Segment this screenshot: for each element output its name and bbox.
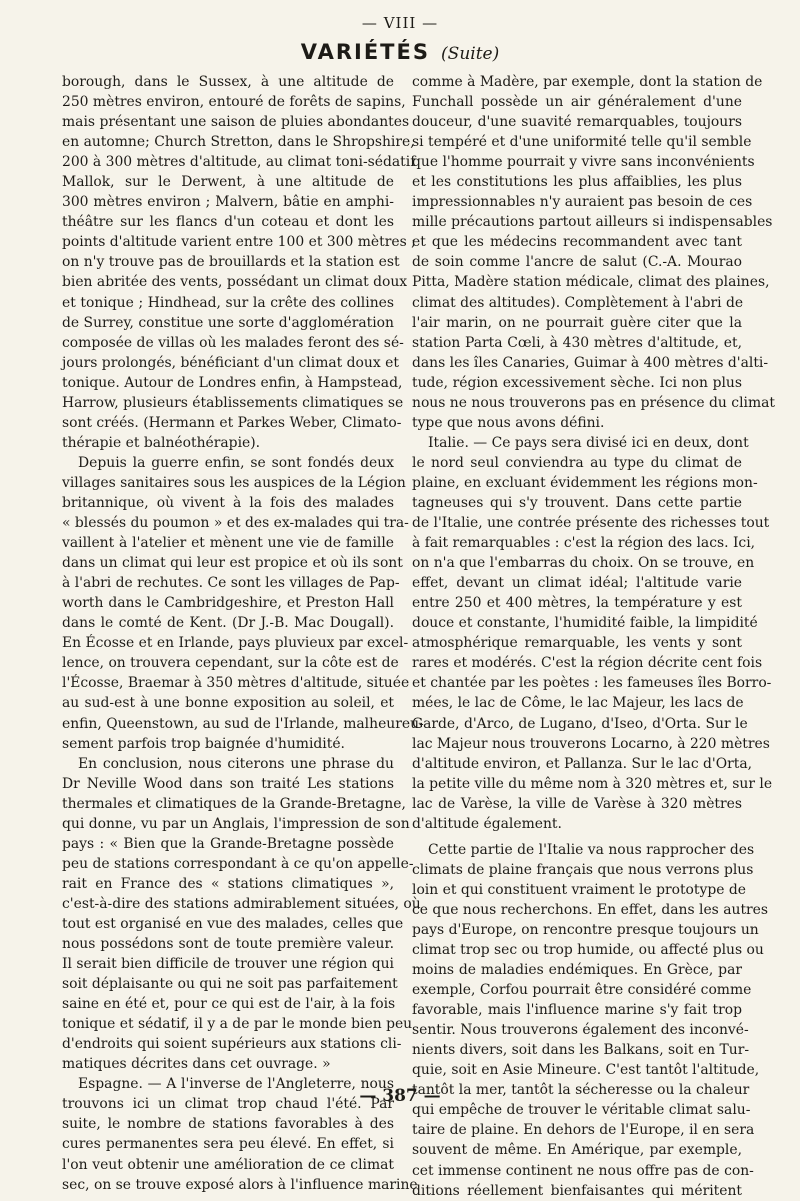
text-line: la petite ville du même nom à 320 mètres et, sur le (412, 775, 773, 792)
text-line: au sud-est à une bonne exposition au soleil, et (62, 695, 394, 712)
text-line: 300 mètres environ ; Malvern, bâtie en amphi- (62, 194, 394, 211)
title-suffix: (Suite) (441, 44, 500, 64)
text-line: Il serait bien difficile de trouver une région qui (62, 956, 394, 973)
text-line: dans un climat qui leur est propice et où ils sont (62, 555, 403, 572)
text-line: quie, soit en Asie Mineure. C'est tantôt l'altitude, (412, 1062, 760, 1079)
text-line: matiques décrites dans cet ouvrage. » (62, 1056, 331, 1073)
text-line: borough, dans le Sussex, à une altitude de (62, 74, 394, 90)
text-line: à fait remarquables : c'est la région des lacs. Ici, (412, 535, 756, 552)
text-line: ditions réellement bienfaisantes qui méritent (412, 1182, 742, 1199)
text-line: favorable, mais l'influence marine s'y fait trop (412, 1002, 742, 1019)
text-line: de soin comme l'ancre de salut (C.-A. Mourao (412, 254, 742, 271)
text-line: atmosphérique remarquable, les vents y sont (412, 635, 742, 652)
text-line: trouvons ici un climat trop chaud l'été. Par (62, 1096, 394, 1113)
text-line: plaine, en excluant évidemment les régions mon- (412, 474, 758, 491)
text-line: douce et constante, l'humidité faible, la limpidité (412, 615, 758, 632)
text-line: cet immense continent ne nous offre pas de con- (412, 1162, 754, 1179)
text-line: nients divers, soit dans les Balkans, soit en Tur- (412, 1042, 750, 1059)
paragraph-europe (412, 840, 769, 1201)
paragraph-england (62, 72, 416, 453)
text-line: d'altitude environ, et Pallanza. Sur le lac d'Orta, (412, 755, 753, 772)
text-line: l'Écosse, Braemar à 350 mètres d'altitude, située (62, 675, 410, 692)
text-line: loin et qui constituent vraiment le prototype de (412, 881, 746, 898)
text-line: En conclusion, nous citerons une phrase du (78, 755, 394, 772)
text-line: et chantée par les poètes : les fameuses îles Borro- (412, 675, 772, 692)
text-line: qui donne, vu par un Anglais, l'impression de son (62, 815, 410, 832)
text-line: « blessés du poumon » et des ex-malades qui tra- (62, 515, 409, 532)
text-line: suite, le nombre de stations favorables à des (62, 1116, 394, 1133)
text-line: douceur, d'une suavité remarquables, toujours (412, 114, 742, 131)
title-text: VARIÉTÉS (300, 40, 430, 64)
text-line: Mallok, sur le Derwent, à une altitude de (62, 174, 394, 191)
text-line: tagneuses qui s'y trouvent. Dans cette partie (412, 494, 742, 511)
text-line: points d'altitude varient entre 100 et 300 mètres ; (62, 234, 416, 251)
text-line: 200 à 300 mètres d'altitude, au climat toni-sédatif (62, 154, 416, 171)
text-line: Italie. — Ce pays sera divisé ici en deux, dont (428, 434, 749, 451)
text-line: que l'homme pourrait y vivre sans inconvénients (412, 154, 755, 171)
text-line: sement parfois trop baignée d'humidité. (62, 735, 345, 752)
text-line: Cette partie de l'Italie va nous rapprocher des (428, 841, 755, 858)
text-line: britannique, où vivent à la fois des malades (62, 494, 394, 511)
text-line: en automne; Church Stretton, dans le Shropshire, (62, 134, 415, 151)
text-line: vaillent à l'atelier et mènent une vie de famille (62, 535, 394, 552)
text-line: climat des altitudes). Complètement à l'abri de (412, 294, 744, 311)
text-line: tonique et sédatif, il y a de par le monde bien peu (62, 1016, 413, 1033)
text-line: nous possédons sont de toute première valeur. (62, 936, 394, 953)
text-line: si tempéré et d'une uniformité telle qu'il semble (412, 134, 752, 151)
text-line: c'est-à-dire des stations admirablement situées, où (62, 895, 421, 912)
text-line: lac Majeur nous trouverons Locarno, à 220 mètres (412, 735, 770, 752)
text-line: thermales et climatiques de la Grande-Bretagne, (62, 795, 406, 812)
text-line: Funchall possède un air généralement d'une (412, 94, 742, 111)
text-line: station Parta Cœli, à 430 mètres d'altitude, et, (412, 334, 742, 351)
text-line: sec, on se trouve exposé alors à l'influence marine (62, 1176, 418, 1193)
text-line: dans le comté de Kent. (Dr J.-B. Mac Dougall). (62, 615, 394, 632)
text-line: rait en France des « stations climatiques », (62, 875, 394, 892)
text-line: cures permanentes sera peu élevé. En effet, si (62, 1136, 394, 1153)
text-line: on n'y trouve pas de brouillards et la station est (62, 254, 400, 271)
text-line: mées, le lac de Côme, le lac Majeur, les lacs de (412, 695, 744, 712)
text-line: à l'abri de rechutes. Ce sont les villages de Pap- (62, 575, 400, 592)
text-line: exemple, Corfou pourrait être considéré comme (412, 982, 752, 999)
text-line: En Écosse et en Irlande, pays pluvieux par excel- (62, 635, 409, 652)
page-number: — 387 — (359, 1086, 441, 1106)
text-line: mais présentant une saison de pluies abondantes (62, 114, 410, 131)
text-line: nous ne nous trouverons pas en présence du climat (412, 394, 775, 411)
text-line: d'endroits qui soient supérieurs aux stations cli- (62, 1036, 402, 1053)
text-line: l'air marin, on ne pourrait guère citer que la (412, 314, 742, 331)
text-line: Dr Neville Wood dans son traité Les stations (62, 775, 394, 792)
text-line: l'on veut obtenir une amélioration de ce climat (62, 1156, 394, 1173)
text-line: Depuis la guerre enfin, se sont fondés deux (78, 454, 394, 471)
text-line: pays d'Europe, on rencontre presque toujours un (412, 921, 759, 938)
text-line: théâtre sur les flancs d'un coteau et dont les (62, 214, 394, 231)
text-line: lence, on trouvera cependant, sur la côte est de (62, 655, 399, 672)
text-line: dans les îles Canaries, Guimar à 400 mètres d'alti- (412, 354, 769, 371)
text-line: composée de villas où les malades feront des sé- (62, 334, 404, 351)
text-line: jours prolongés, bénéficiant d'un climat doux et (62, 354, 399, 371)
paragraph-madeira (412, 72, 775, 433)
text-line: mille précautions partout ailleurs si indispensables (412, 214, 773, 231)
text-line: de Surrey, constitue une sorte d'agglomération (62, 314, 394, 331)
paragraph-italy (412, 433, 773, 834)
text-line: le nord seul conviendra au type du climat de (412, 454, 742, 471)
text-line: on n'a que l'embarras du choix. On se trouve, en (412, 555, 755, 572)
text-line: sont créés. (Hermann et Parkes Weber, Climato- (62, 414, 402, 431)
text-line: tantôt la mer, tantôt la sécheresse ou la chaleur (412, 1082, 750, 1099)
text-line: bien abritée des vents, possédant un climat doux (62, 274, 408, 291)
text-line: villages sanitaires sous les auspices de la Légion (62, 474, 406, 491)
text-line: comme à Madère, par exemple, dont la station de (412, 74, 763, 90)
text-line: peu de stations correspondant à ce qu'on appelle- (62, 855, 414, 872)
text-line: climats de plaine français que nous verrons plus (412, 861, 754, 878)
section-number: — VIII — (361, 14, 439, 32)
text-line: thérapie et balnéothérapie). (62, 434, 261, 451)
text-line: entre 250 et 400 mètres, la température y est (412, 595, 742, 612)
text-line: pays : « Bien que la Grande-Bretagne possède (62, 835, 394, 852)
text-line: climat trop sec ou trop humide, ou affecté plus ou (412, 942, 764, 959)
text-line: Espagne. — A l'inverse de l'Angleterre, nous (78, 1076, 394, 1093)
text-line: tonique. Autour de Londres enfin, à Hampstead, (62, 374, 403, 391)
text-line: souvent de même. En Amérique, par exemple, (412, 1142, 742, 1159)
text-line: 250 mètres environ, entouré de forêts de sapins, (62, 94, 406, 111)
text-line: Garde, d'Arco, de Lugano, d'Iseo, d'Orta. Sur le (412, 715, 748, 732)
text-line: tude, région excessivement sèche. Ici non plus (412, 374, 742, 391)
text-line: impressionnables n'y auraient pas besoin de ces (412, 194, 753, 211)
text-line: effet, devant un climat idéal; l'altitude varie (412, 575, 742, 592)
text-line: et que les médecins recommandent avec tant (412, 234, 742, 251)
right-column (412, 72, 775, 1201)
text-line: Pitta, Madère station médicale, climat des plaines, (412, 274, 770, 291)
text-line: moins de maladies endémiques. En Grèce, par (412, 962, 742, 979)
text-line: d'altitude également. (412, 815, 562, 832)
text-line: sentir. Nous trouverons également des inconvé- (412, 1022, 749, 1039)
text-line: soit déplaisante ou qui ne soit pas parfaitement (62, 976, 398, 993)
text-line: rares et modérés. C'est la région décrite cent fois (412, 655, 763, 672)
text-line: tout est organisé en vue des malades, celles que (62, 915, 404, 932)
text-line: et les constitutions les plus affaiblies, les plus (412, 174, 742, 191)
text-line: taire de plaine. En dehors de l'Europe, il en sera (412, 1122, 755, 1139)
text-line: qui empêche de trouver le véritable climat salu- (412, 1102, 751, 1119)
paragraph-war-villages (62, 453, 424, 754)
text-line: enfin, Queenstown, au sud de l'Irlande, malheureu- (62, 715, 424, 732)
text-line: type que nous avons défini. (412, 414, 605, 431)
text-line: worth dans le Cambridgeshire, et Preston Hall (62, 595, 394, 612)
text-line: Harrow, plusieurs établissements climatiques se (62, 394, 404, 411)
page-title (0, 40, 800, 64)
text-line: ce que nous recherchons. En effet, dans les autres (412, 901, 769, 918)
paragraph-conclusion (62, 754, 421, 1075)
text-line: saine en été et, pour ce qui est de l'air, à la fois (62, 996, 396, 1013)
text-line: de l'Italie, une contrée présente des richesses tout (412, 515, 770, 532)
text-line: lac de Varèse, la ville de Varèse à 320 mètres (412, 795, 742, 812)
text-line: et tonique ; Hindhead, sur la crête des collines (62, 294, 394, 311)
